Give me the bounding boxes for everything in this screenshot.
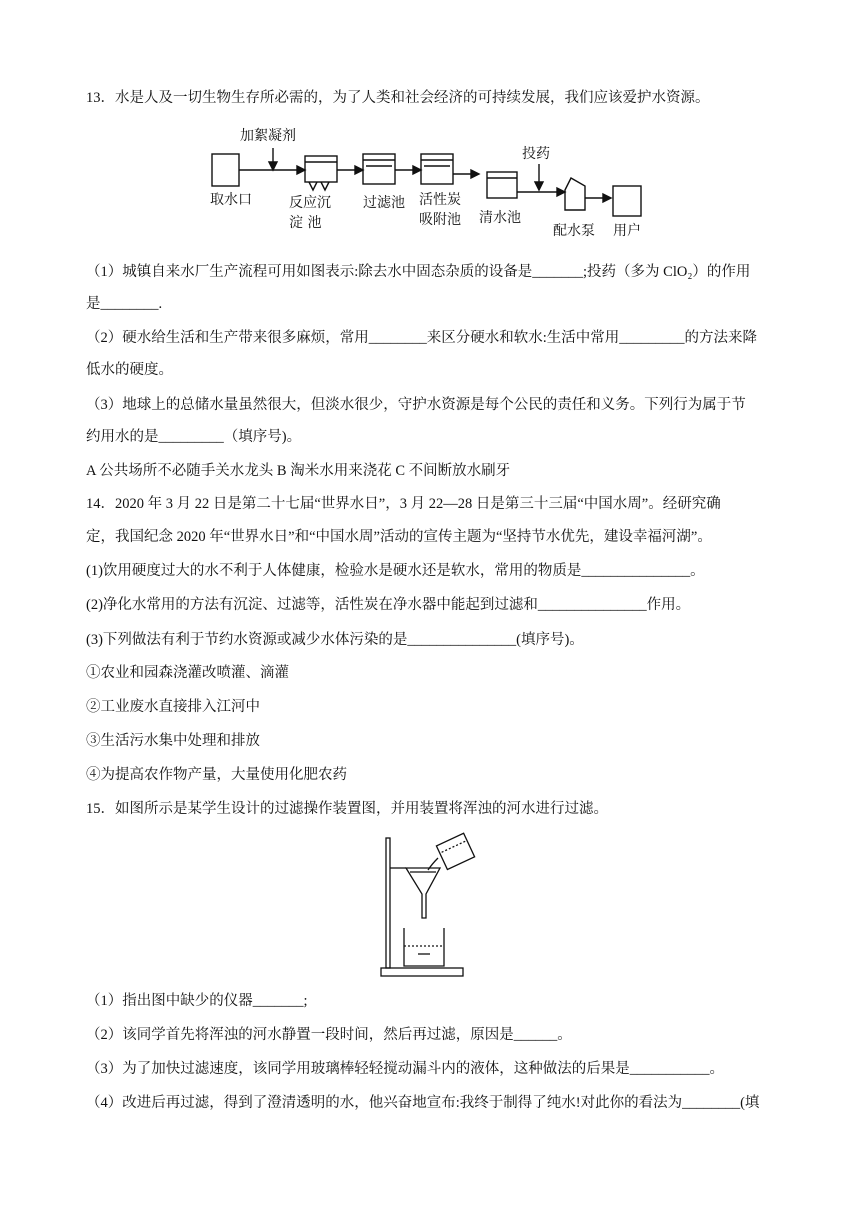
q14-option-2: ②工业废水直接排入江河中 (86, 699, 260, 715)
label-dosing: 投药 (522, 146, 550, 162)
q14-option-1: ①农业和园森浇灌改喷灌、滴灌 (86, 665, 289, 681)
q13-part2-line2: 低水的硬度。 (86, 362, 173, 378)
q13-options: A 公共场所不必随手关水龙头 B 淘米水用来浇花 C 不间断放水刷牙 (86, 463, 511, 479)
q13-part1-line1: （1）城镇自来水厂生产流程可用如图表示:除去水中固态杂质的设备是_______;投药（多为 ClO₂）的作用 (86, 264, 751, 280)
q14-option-4: ④为提高农作物产量，大量使用化肥农药 (86, 767, 347, 783)
q15-part4: （4）改进后再过滤，得到了澄清透明的水，他兴奋地宣布:我终于制得了纯水!对此你的看法为________(填 (86, 1095, 760, 1111)
q13-part2-line1: （2）硬水给生活和生产带来很多麻烦，常用________来区分硬水和软水:生活中常用_________的方法来降 (86, 330, 758, 346)
label-carbon-tank-1: 活性炭 (419, 192, 461, 208)
q15-part1: （1）指出图中缺少的仪器_______; (86, 993, 308, 1009)
filtration-apparatus-diagram (378, 832, 478, 980)
q14-intro-line1: 14．2020 年 3 月 22 日是第二十七届“世界水日”，3 月 22—28 日是第三十三届“中国水周”。经研究确 (86, 496, 721, 512)
q14-intro-line2: 定，我国纪念 2020 年“世界水日”和“中国水周”活动的宣传主题为“坚持节水优先，建设幸福河湖”。 (86, 529, 712, 545)
label-add-coagulant: 加絮凝剂 (240, 128, 296, 144)
q15-part2: （2）该同学首先将浑浊的河水静置一段时间，然后再过滤，原因是______。 (86, 1027, 572, 1043)
q14-option-3: ③生活污水集中处理和排放 (86, 733, 260, 749)
label-pump: 配水泵 (553, 223, 595, 239)
q13-intro: 13．水是人及一切生物生存所必需的，为了人类和社会经济的可持续发展，我们应该爱护水资源。 (86, 90, 710, 106)
q15-intro: 15．如图所示是某学生设计的过滤操作装置图，并用装置将浑浊的河水进行过滤。 (86, 801, 608, 817)
label-filter-tank: 过滤池 (363, 195, 405, 211)
label-carbon-tank-2: 吸附池 (419, 212, 461, 228)
label-reaction-tank-2: 淀 池 (289, 215, 322, 231)
label-user: 用户 (613, 223, 641, 239)
q14-part3: (3)下列做法有利于节约水资源或减少水体污染的是_______________(填序号)。 (86, 632, 584, 648)
q13-part3-line1: （3）地球上的总储水量虽然很大，但淡水很少，守护水资源是每个公民的责任和义务。下列行为属于节 (86, 397, 746, 413)
label-clear-tank: 清水池 (479, 210, 521, 226)
label-intake: 取水口 (210, 192, 252, 208)
q13-part1-line2: 是________. (86, 296, 163, 312)
q13-part3-line2: 约用水的是_________（填序号)。 (86, 429, 302, 445)
q14-part1: (1)饮用硬度过大的水不利于人体健康，检验水是硬水还是软水，常用的物质是_______________。 (86, 563, 705, 579)
q15-part3: （3）为了加快过滤速度，该同学用玻璃棒轻轻搅动漏斗内的液体，这种做法的后果是___________。 (86, 1061, 724, 1077)
q14-part2: (2)净化水常用的方法有沉淀、过滤等，活性炭在净水器中能起到过滤和_______________作用。 (86, 597, 691, 613)
label-reaction-tank-1: 反应沉 (289, 195, 331, 211)
